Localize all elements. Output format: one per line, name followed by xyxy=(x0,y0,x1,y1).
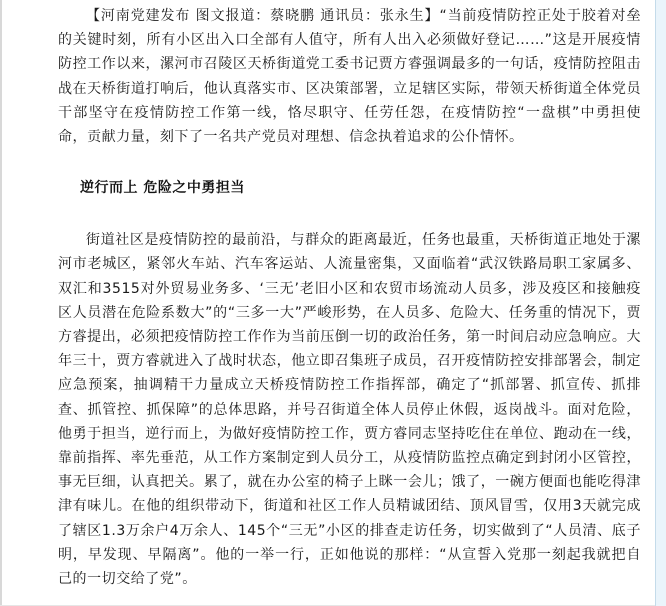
left-border xyxy=(0,0,2,606)
section-heading: 逆行而上 危险之中勇担当 xyxy=(80,180,245,197)
body-paragraph: 街道社区是疫情防控的最前沿，与群众的距离最近，任务也最重，天桥街道正地处于漯河市老城区，紧邻火车站、汽车客运站、人流量密集，又面临着“武汉铁路局职工家属多、双汇和3515对外贸易业务多、‘三无’老旧小区和农贸市场流动人员多，涉及疫区和接触疫区人员潜在危险系数大”的“三多一大”严峻形势，在人员多、危险大、任务重的情况下，贾方睿提出，必须把疫情防控工作作为当前压倒一切的政治任务，第一时间启动应急响应。大年三十，贾方睿就进入了战时状态，他立即召集班子成员，召开疫情防控安排部署会，制定应急预案，抽调精干力量成立天桥疫情防控工作指挥部，确定了“抓部署、抓宣传、抓排查、抓管控、抓保障”的总体思路，并号召街道全体人员停止休假，返岗战斗。面对危险，他勇于担当，逆行而上，为做好疫情防控工作，贾方睿同志坚持吃住在单位、跑动在一线，靠前指挥、率先垂范，从工作方案制定到人员分工，从疫情防监控点确定到封闭小区管控，事无巨细，认真把关。累了，就在办公室的椅子上眯一会儿；饿了，一碗方便面也能吃得津津有味儿。在他的组织带动下，街道和社区工作人员精诚团结、顶风冒雪，仅用3天就完成了辖区1.3万余户4万余人、145个“三无”小区的排查走访任务，切实做到了“人员清、底子明，早发现、早隔离”。他的一举一行，正如他说的那样：“从宣誓入党那一刻起我就把自己的一切交给了党”。 xyxy=(58,232,641,588)
scrollbar[interactable] xyxy=(655,0,666,606)
intro-paragraph: 【河南党建发布 图文报道：蔡晓鹏 通讯员：张永生】“当前疫情防控正处于胶着对垒的关键时刻，所有小区出入口全部有人值守，所有人出入必须做好登记……”这是开展疫情防控工作以来，漯河市召陵区天桥街道党工委书记贾方睿强调最多的一句话，疫情防控阻击战在天桥街道打响后，他认真落实市、区决策部署，立足辖区实际，带领天桥街道全体党员干部坚守在疫情防控工作第一线，恪尽职守、任劳任怨，在疫情防控“一盘棋”中勇担使命，贡献力量，刻下了一名共产党员对理想、信念执着追求的公仆情怀。 xyxy=(58,8,641,146)
article-content xyxy=(58,4,641,591)
